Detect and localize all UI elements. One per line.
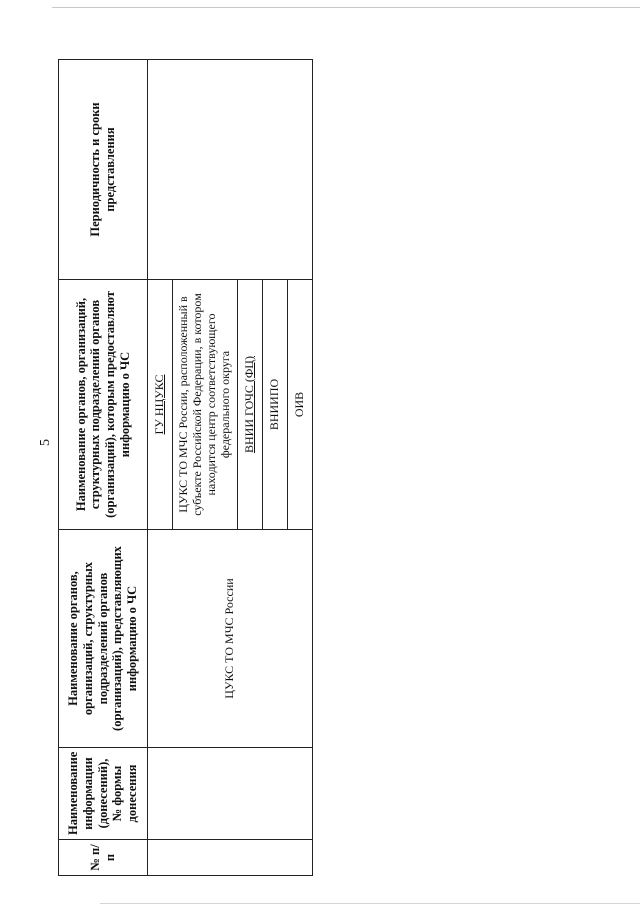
header-recipients: Наименование органов, организаций, структурных подразделений органов (организаций), которым предоставляют информацию о ЧС bbox=[59, 280, 148, 530]
report-table bbox=[58, 59, 313, 876]
cell-num bbox=[148, 840, 313, 876]
cell-periodicity bbox=[148, 60, 313, 280]
cell-info-name bbox=[148, 748, 313, 840]
header-row bbox=[59, 60, 148, 876]
header-num: № п/п bbox=[59, 840, 148, 876]
recipient-vniipo: ВНИИПО bbox=[263, 280, 288, 530]
recipient-gu-ntsuks: ГУ НЦУКС bbox=[148, 280, 173, 530]
header-providers: Наименование органов, организаций, структурных подразделений органов (организаций), представляющих информацию о ЧС bbox=[59, 530, 148, 748]
page-number: 5 bbox=[38, 439, 53, 446]
header-periodicity: Периодичность и сроки представления bbox=[59, 60, 148, 280]
header-info-name: Наименование информации (донесений), № формы донесения bbox=[59, 748, 148, 840]
bottom-rule bbox=[100, 903, 640, 904]
table-row bbox=[148, 60, 173, 876]
top-rule bbox=[52, 7, 640, 8]
recipient-tsuks-federal-district: ЦУКС ТО МЧС России, расположенный в субъекте Российской Федерации, в котором находится центр соответствующего федерального округа bbox=[173, 280, 238, 530]
recipient-vnii-gochs: ВНИИ ГОЧС (ФЦ) bbox=[238, 280, 263, 530]
report-table-container bbox=[58, 60, 307, 876]
cell-provider: ЦУКС ТО МЧС России bbox=[148, 530, 313, 748]
recipient-oiv: ОИВ bbox=[288, 280, 313, 530]
